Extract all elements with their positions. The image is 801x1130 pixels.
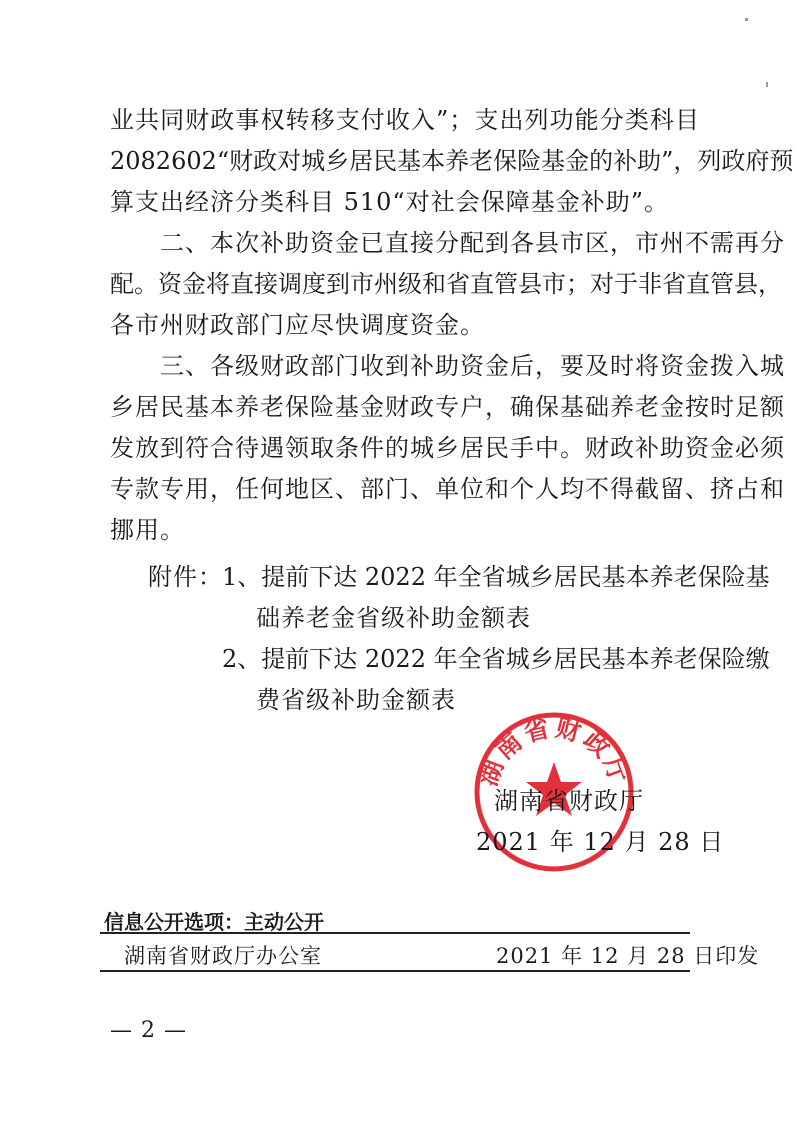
body-line: 配。资金将直接调度到市州级和省直管县市；对于非省直管县， [110, 270, 782, 298]
attachment-item-2: 2、提前下达 2022 年全省城乡居民基本养老保险缴 [222, 645, 770, 673]
print-date: 2021 年 12 月 28 日印发 [496, 944, 760, 968]
signature-date: 2021 年 12 月 28 日 [476, 828, 725, 856]
body-line: 挪用。 [110, 516, 185, 544]
body-line: 发放到符合待遇领取条件的城乡居民手中。财政补助资金必须 [110, 434, 785, 462]
scan-speck [745, 18, 748, 21]
body-line: 各市州财政部门应尽快调度资金。 [110, 311, 485, 339]
attachment-label: 附件： [148, 563, 223, 591]
signature-org: 湖南省财政厅 [494, 787, 644, 815]
attachment-item-2-cont: 费省级补助金额表 [256, 686, 456, 714]
scan-speck [766, 82, 768, 87]
divider [100, 932, 690, 934]
disclosure-label: 信息公开选项：主动公开 [104, 910, 324, 934]
body-line: 算支出经济分类科目 510“对社会保障基金补助”。 [110, 188, 669, 216]
seal-text: 湖南省财政厅 [473, 712, 635, 790]
body-line: 2082602“财政对城乡居民基本养老保险基金的补助”，列政府预 [110, 147, 794, 175]
attachment-item-1-cont: 础养老金省级补助金额表 [256, 604, 531, 632]
attachment-item-1: 1、提前下达 2022 年全省城乡居民基本养老保险基 [222, 563, 770, 591]
body-line: 二、本次补助资金已直接分配到各县市区，市州不需再分 [160, 229, 785, 257]
body-line: 三、各级财政部门收到补助资金后，要及时将资金拨入城 [160, 352, 785, 380]
issuer-office: 湖南省财政厅办公室 [124, 944, 322, 968]
body-line: 乡居民基本养老保险基金财政专户，确保基础养老金按时足额 [110, 393, 785, 421]
divider [100, 970, 690, 972]
page-number: — 2 — [110, 1018, 187, 1043]
body-line: 业共同财政事权转移支付收入”；支出列功能分类科目 [110, 106, 700, 134]
body-line: 专款专用，任何地区、部门、单位和个人均不得截留、挤占和 [110, 475, 785, 503]
